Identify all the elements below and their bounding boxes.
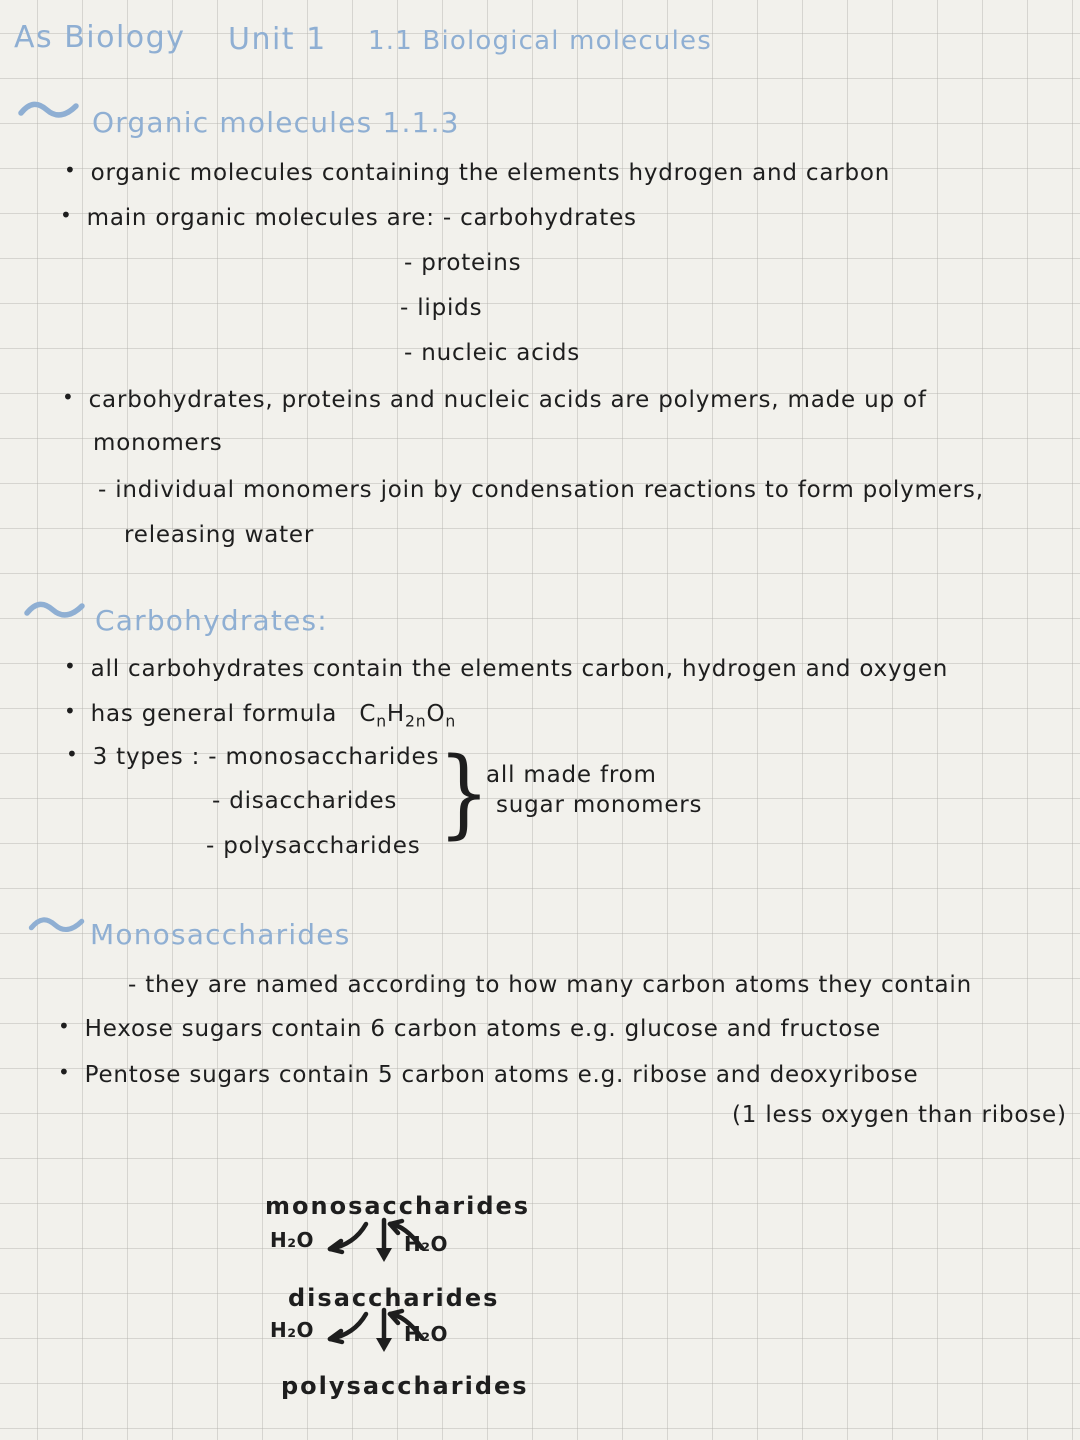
bullet-dot-icon: • [58, 1014, 71, 1038]
note-annotation: (1 less oxygen than ribose) [732, 1102, 1067, 1128]
bullet-dot-icon: • [64, 158, 77, 182]
section-title-monosaccharides: Monosaccharides [90, 918, 351, 951]
brace-annotation: all made from [486, 762, 657, 788]
note-line: • has general formula $C_nH_{2n}O_n$ [64, 699, 457, 731]
diagram-label-polysaccharides: polysaccharides [281, 1372, 529, 1400]
page-title-topic: 1.1 Biological molecules [368, 26, 712, 56]
brace-annotation: sugar monomers [496, 792, 703, 818]
page-title-unit: Unit 1 [228, 22, 327, 57]
water-label: H₂O [270, 1318, 314, 1342]
water-label: H₂O [270, 1228, 314, 1252]
water-label: H₂O [404, 1232, 448, 1256]
diagram-label-disaccharides: disaccharides [288, 1284, 500, 1312]
bullet-dot-icon: • [64, 699, 77, 723]
bullet-dot-icon: • [66, 742, 79, 766]
diagram-label-monosaccharides: monosaccharides [265, 1192, 531, 1220]
note-subitem: - polysaccharides [206, 833, 421, 859]
note-line: • Hexose sugars contain 6 carbon atoms e.g. glucose and fructose [58, 1014, 881, 1042]
section-title-organic-molecules: Organic molecules 1.1.3 [92, 106, 460, 139]
note-line: • carbohydrates, proteins and nucleic acids are polymers, made up of [62, 385, 927, 413]
note-line: monomers [93, 430, 223, 456]
note-line: • 3 types : - monosaccharides [66, 742, 440, 770]
bullet-dot-icon: • [58, 1060, 71, 1084]
note-line: • main organic molecules are: - carbohydrates [60, 203, 637, 231]
water-label: H₂O [404, 1322, 448, 1346]
note-subitem: - disaccharides [212, 788, 398, 814]
note-subitem: - proteins [404, 250, 522, 276]
note-line: • organic molecules containing the elements hydrogen and carbon [64, 158, 891, 186]
section-title-carbohydrates: Carbohydrates: [95, 604, 328, 637]
general-formula: $C_nH_{2n}O_n$ [359, 701, 457, 731]
note-subitem: - nucleic acids [404, 340, 581, 366]
note-subitem: - lipids [400, 295, 483, 321]
note-line: - they are named according to how many carbon atoms they contain [128, 972, 972, 998]
bullet-dot-icon: • [64, 654, 77, 678]
section-squiggle-icon [24, 598, 86, 622]
bullet-dot-icon: • [60, 203, 73, 227]
note-line: • Pentose sugars contain 5 carbon atoms e.g. ribose and deoxyribose [58, 1060, 919, 1088]
note-line: releasing water [124, 522, 315, 548]
page-title-course: As Biology [14, 20, 186, 55]
curly-brace-icon: } [438, 737, 490, 849]
note-line: - individual monomers join by condensation reactions to form polymers, [98, 477, 984, 503]
bullet-dot-icon: • [62, 385, 75, 409]
section-squiggle-icon [28, 914, 86, 936]
section-squiggle-icon [18, 98, 80, 122]
note-line: • all carbohydrates contain the elements carbon, hydrogen and oxygen [64, 654, 949, 682]
